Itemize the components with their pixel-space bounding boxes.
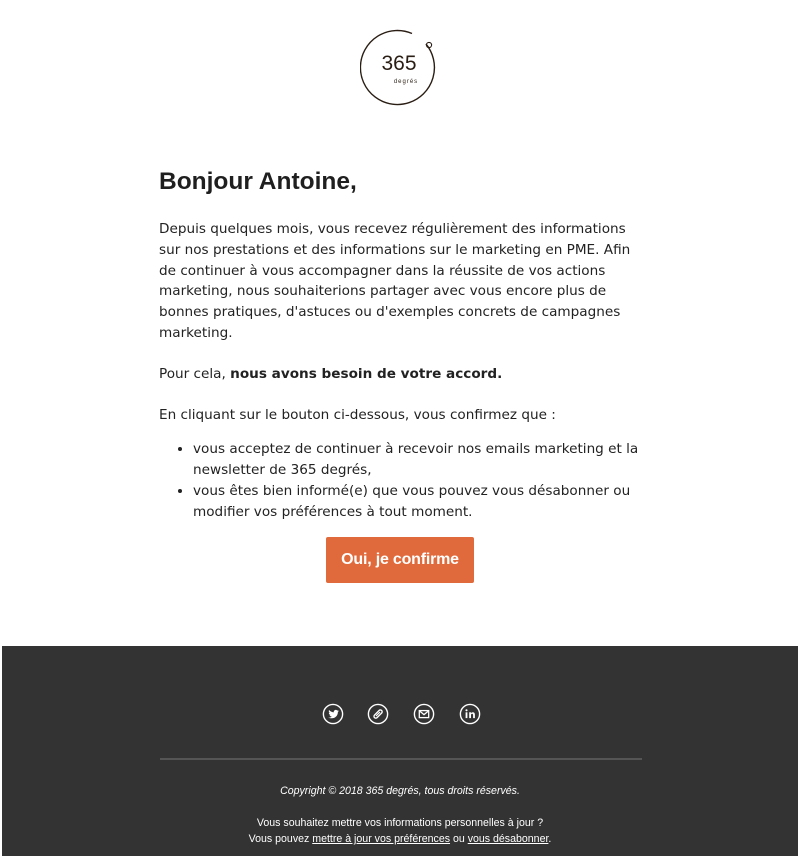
click-intro: En cliquant sur le bouton ci-dessous, vous confirmez que : [159, 406, 556, 423]
prefs-question: Vous souhaitez mettre vos informations personnelles à jour ? [256, 817, 544, 829]
linkedin-icon[interactable] [459, 703, 481, 725]
confirm-list [159, 439, 649, 522]
link-icon[interactable] [367, 703, 389, 725]
prefs-suffix: . [548, 833, 552, 845]
email-icon[interactable] [413, 703, 435, 725]
footer [2, 646, 798, 856]
list-item: • vous acceptez de continuer à recevoir nos emails marketing et la newsletter de 365 degrés, [193, 439, 649, 481]
prefs-prefix: Vous pouvez [248, 833, 313, 845]
prefs-line [2, 831, 798, 847]
update-preferences-link[interactable]: mettre à jour vos préférences [312, 833, 451, 845]
intro-paragraph: Depuis quelques mois, vous recevez régulièrement des informations sur nos prestations et des informations sur le marketing en PME. Afin de continuer à vous accompagner dans la réussite de vos actions marketing, nous souhaiterions partager avec vous encore plus de bonnes pratiques, d'astuces ou d'exemples concrets de campagnes marketing. [159, 221, 631, 341]
unsubscribe-link[interactable]: vous désabonner [467, 833, 549, 845]
logo-sub: degrés [393, 79, 419, 85]
preferences-text [2, 815, 798, 847]
header [0, 0, 800, 130]
twitter-icon[interactable] [322, 703, 344, 725]
brand-logo [360, 26, 444, 110]
prefs-middle: ou [450, 833, 468, 845]
copyright-text: Copyright © 2018 365 degrés, tous droits réservés. [280, 785, 520, 797]
accord-prefix: Pour cela, [159, 365, 231, 382]
confirm-button[interactable]: Oui, je confirme [326, 537, 474, 583]
accord-bold: nous avons besoin de votre accord. [230, 365, 503, 382]
logo-number: 365 [381, 52, 417, 75]
greeting-heading: Bonjour Antoine, [159, 168, 357, 195]
email-body [159, 166, 649, 523]
social-links [2, 703, 798, 725]
list-item: • vous êtes bien informé(e) que vous pouvez vous désabonner ou modifier vos préférences à tout moment. [193, 481, 649, 523]
accord-paragraph [159, 364, 649, 385]
footer-divider [160, 758, 642, 760]
